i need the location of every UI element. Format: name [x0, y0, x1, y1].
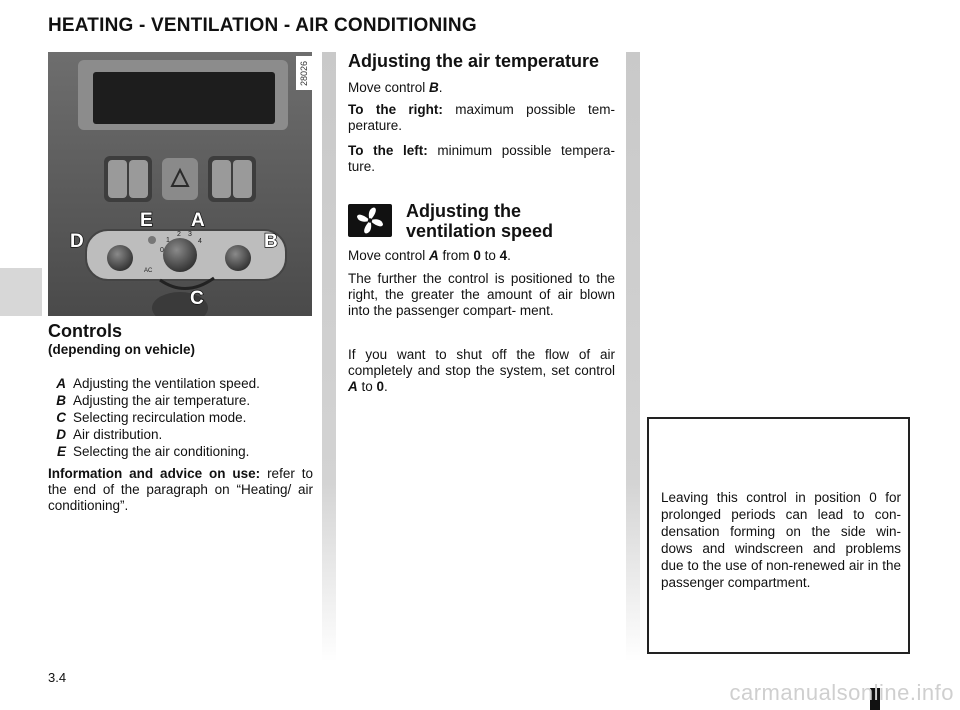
air-temp-move	[348, 80, 615, 96]
callout-a: A	[191, 210, 205, 231]
dial-number-1: 1	[166, 237, 170, 244]
list-item	[48, 375, 313, 392]
item-key: E	[56, 444, 66, 459]
item-key: D	[56, 427, 66, 442]
value: 0	[376, 379, 385, 394]
controls-subheading: (depending on vehicle)	[48, 342, 196, 357]
ventilation-move	[348, 248, 615, 264]
ac-button	[148, 236, 156, 244]
list-item	[48, 443, 313, 460]
control-key: B	[429, 80, 439, 95]
dial-number-2: 2	[177, 231, 181, 238]
ventilation-paragraph-1: The further the control is positioned to the right, the greater the amount of air blown into the passenger compart- ment.	[348, 271, 615, 318]
info-label: Information and advice on use:	[48, 466, 261, 481]
note-text: Leaving this control in position 0 for prolonged periods can lead to con- densation forming on the side win- dows and windscreen and problems due to the use of non-renewed air in the passenger compartment.	[661, 490, 901, 590]
controls-list	[48, 375, 313, 460]
knob-b	[225, 245, 251, 271]
fan-icon	[348, 204, 392, 237]
text: .	[384, 379, 388, 394]
list-item	[48, 392, 313, 409]
callout-c: C	[190, 288, 204, 309]
text: maximum possible tem- perature.	[348, 102, 615, 133]
section-tab	[0, 268, 42, 316]
item-key: A	[56, 376, 66, 391]
text: to	[480, 248, 500, 263]
text: from	[438, 248, 474, 263]
knob-d	[107, 245, 133, 271]
dashboard-figure	[48, 52, 312, 316]
item-key: B	[56, 393, 66, 408]
column-divider-right	[626, 52, 640, 662]
page-title: HEATING - VENTILATION - AIR CONDITIONING	[48, 15, 477, 36]
item-text: Adjusting the ventilation speed.	[73, 376, 260, 391]
text: Move control	[348, 248, 430, 263]
switch-right-2	[233, 160, 252, 198]
dial-number-0: 0	[160, 247, 164, 254]
ac-label: AC	[144, 268, 153, 274]
switch-right-1	[212, 160, 231, 198]
controls-heading: Controls	[48, 321, 122, 341]
label: To the right:	[348, 102, 443, 117]
callout-e: E	[140, 210, 153, 231]
info-paragraph	[48, 466, 313, 514]
text: to	[357, 379, 377, 394]
page-number: 3.4	[48, 670, 67, 685]
list-item	[48, 409, 313, 426]
info-text: refer to the end of the paragraph on “Heating/ air conditioning”.	[48, 466, 313, 513]
control-key: A	[348, 379, 358, 394]
air-temp-left	[348, 143, 615, 175]
list-item	[48, 426, 313, 443]
display-screen	[93, 72, 275, 124]
switch-left-1	[108, 160, 127, 198]
watermark: carmanualsonline.info	[729, 680, 954, 705]
dashboard-illustration	[48, 52, 312, 316]
label: To the left:	[348, 143, 428, 158]
ventilation-heading-line2: ventilation speed	[406, 221, 554, 241]
column-divider-left	[322, 52, 336, 662]
value-from: 0	[473, 248, 481, 263]
ventilation-heading-line1: Adjusting the	[406, 201, 521, 221]
dial-number-3: 3	[188, 231, 192, 238]
callout-b: B	[264, 231, 278, 252]
text: Move control	[348, 80, 430, 95]
note-box	[647, 417, 910, 654]
item-text: Selecting the air conditioning.	[73, 444, 250, 459]
item-text: Adjusting the air temperature.	[73, 393, 251, 408]
text: If you want to shut off the flow of air completely and stop the system, set control	[348, 347, 615, 378]
air-temperature-heading: Adjusting the air temperature	[348, 51, 600, 71]
figure-reference: 28026	[296, 56, 312, 90]
item-text: Air distribution.	[73, 427, 163, 442]
switch-left-2	[129, 160, 148, 198]
control-key: A	[429, 248, 439, 263]
item-text: Selecting recirculation mode.	[73, 410, 247, 425]
text: .	[438, 80, 443, 95]
text: .	[507, 248, 511, 263]
dial-number-4: 4	[198, 238, 202, 245]
callout-d: D	[70, 231, 84, 252]
value-to: 4	[499, 248, 508, 263]
text: minimum possible tempera- ture.	[348, 143, 615, 174]
item-key: C	[56, 410, 66, 425]
air-temp-right	[348, 102, 615, 134]
ventilation-paragraph-2	[348, 347, 615, 395]
hazard-switch	[162, 158, 198, 200]
